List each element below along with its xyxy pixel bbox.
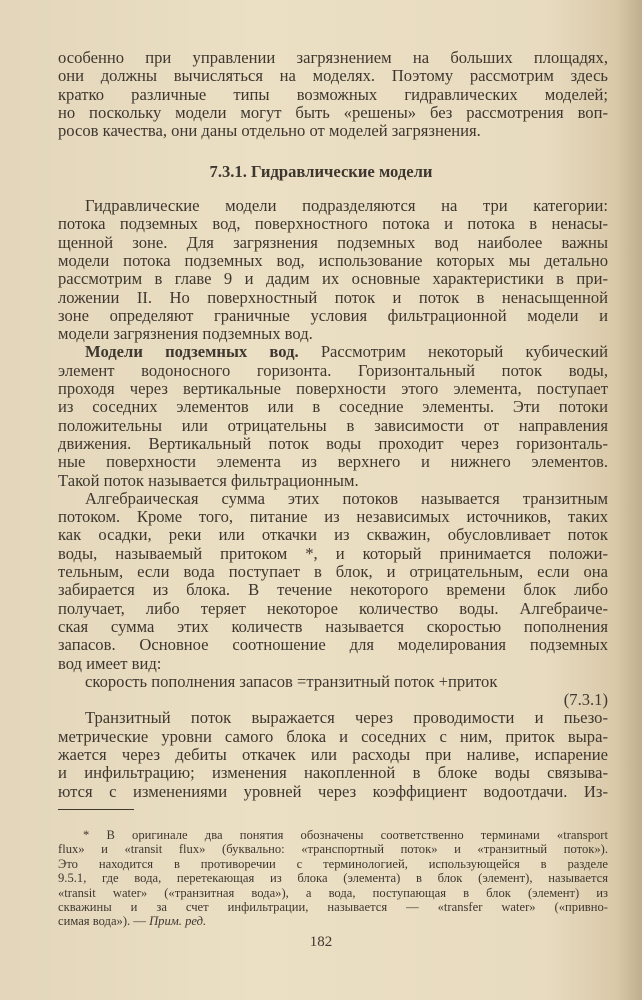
text-line: Такой поток называется фильтрационным. [58,470,359,490]
text-line: ются с изменениями уровней через коэффициент водоотдачи. Из- [58,781,608,801]
text-line: получает, либо теряет некоторое количество воды. Алгебраиче- [58,598,608,618]
equation-number: (7.3.1) [563,690,608,710]
text-line: из соседних элементов или в соседние элементы. Эти потоки [58,397,608,417]
equation: скорость пополнения запасов =транзитный поток +приток [85,671,498,691]
editor-note: Прим. ред. [149,914,207,929]
text-line: ская сумма этих количеств называется скоростью пополнения [58,616,608,636]
text-line: и инфильтрацию; изменения накопленной в блоке воды связыва- [58,763,608,783]
text-line: воды, называемый притоком *, и который принимается положи- [58,543,608,563]
text-line: элемент водоносного горизонта. Горизонтальный поток воды, [58,360,608,380]
footnote-line: 9.5.1, где вода, перетекающая из блока (элемента) в блок (элемент), называется [58,871,608,886]
text-line: Транзитный поток выражается через проводимости и пьезо- [85,708,608,728]
text-line: щенной зоне. Для загрязнения подземных вод наиболее важны [58,232,608,252]
footnote-line: скважины и за счет инфильтрации, называется — «transfer water» («привно- [58,900,608,914]
text-line: движения. Вертикальный поток воды проходит через горизонталь- [58,433,608,453]
text-line: тельным, если вода поступает в блок, и отрицательным, если она [58,562,608,581]
paragraph-lead: Модели подземных вод. [85,342,299,362]
text-line: потока подземных вод, поверхностного потока и потока в ненасы- [58,214,608,234]
footnote-line: «transit water» («транзитная вода»), а вода, поступающая в блок (элемент) из [58,885,608,900]
text-line: они должны вычисляться на моделях. Поэтому рассмотрим здесь [58,66,608,86]
text-line: Алгебраическая сумма этих потоков называется транзитным [85,488,608,508]
footnote-line: * В оригинале два понятия обозначены соответственно терминами «transport [83,828,608,842]
footnote-line: симая вода»). — Прим. ред. [58,914,207,929]
text-line: метрические уровни самого блока и соседних с ним, приток выра- [58,726,608,746]
text-line: запасов. Основное соотношение для моделирования подземных [58,635,608,655]
footnote-line: Это находится в противоречии с терминологией, использующейся в разделе [58,856,608,871]
text-line: кратко различные типы возможных гидравлических моделей; [58,84,608,104]
text-line: проходя через вертикальные поверхности этого элемента, поступает [58,379,608,398]
text-line: вод имеет вид: [58,653,162,673]
text-line: жается через дебиты откачек или расходы при наливе, испарение [58,745,608,764]
text-line: положительны или отрицательны в зависимости от направления [58,415,608,435]
text-line: рассмотрим в главе 9 и дадим их основные характеристики в при- [58,269,608,289]
footnote-line: flux» и «transit flux» (буквально: «транспортный поток» и «транзитный поток»). [58,842,608,857]
text-line: потоком. Кроме того, питание из независимых источников, таких [58,507,608,527]
text-line: модели загрязнения подземных вод. [58,324,313,344]
text-line: забирается из блока. В течение некоторого времени блок либо [58,580,608,600]
text-line: зоне определяют граничные условия фильтрационной модели и [58,305,608,325]
text-line: росов качества, они даны отдельно от моделей загрязнения. [58,121,481,141]
page-number: 182 [309,934,333,950]
text-line: Модели подземных вод. Рассмотрим некоторый кубический [85,342,608,362]
text-line: ные поверхности элемента из верхнего и нижнего элементов. [58,452,608,472]
section-heading: 7.3.1. Гидравлические модели [209,162,433,181]
text-line: ложении II. Но поверхностный поток и поток в ненасыщенной [58,287,608,307]
text-line: но поскольку модели могут быть «решены» без рассмотрения воп- [58,102,608,122]
text-line: модели потока подземных вод, использование которых мы детально [58,250,608,270]
text-line: особенно при управлении загрязнением на больших площадях, [58,48,608,67]
text-line: Гидравлические модели подразделяются на три категории: [85,196,608,215]
footnote-separator [58,809,134,810]
text-line: как осадки, реки или откачки из скважин, обусловливает поток [58,525,608,545]
